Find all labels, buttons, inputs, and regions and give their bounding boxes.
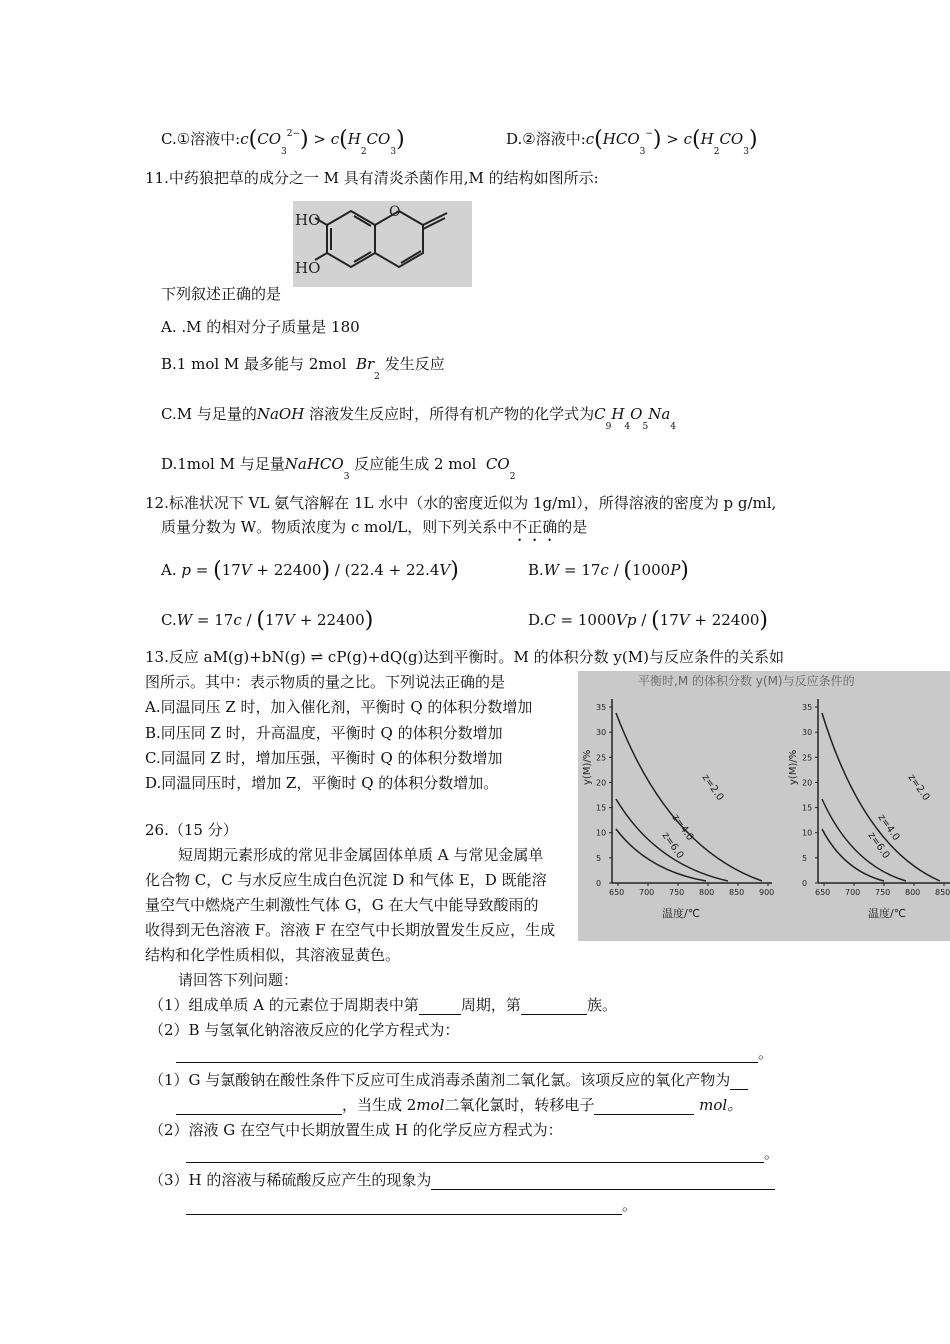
graph-x-tick-label: 800 bbox=[905, 888, 921, 897]
option-d-label: D.②溶液中: bbox=[506, 130, 586, 148]
q13-line2: 图所示。其中：表示物质的量之比。下列说法正确的是 bbox=[145, 673, 506, 691]
q13-line1: 13.反应 aM(g)+bN(g) ⇌ cP(g)+dQ(g)达到平衡时。M 的体积分数 y(M)与反应条件的关系如 bbox=[145, 648, 784, 666]
graph-y-tick-label: 10 bbox=[802, 828, 813, 838]
q26-sub3b-mol: mol bbox=[416, 1096, 445, 1114]
option-c: C.①溶液中$:c(CO_3^{2-}) > c(H_2CO_3)$ bbox=[161, 127, 405, 157]
q11-option-d: D.1mol M 与足量NaHCO$_3$ 反应能生成 2 mol $CO_2$ bbox=[161, 455, 516, 482]
q12-option-b: B.W = 17c / (1000P) bbox=[528, 558, 689, 583]
graph-x-tick-label: 900 bbox=[759, 888, 775, 897]
q26-sub3 bbox=[149, 1070, 748, 1090]
q13-option-b: B.同压同 Z 时，升高温度，平衡时 Q 的体积分数增加 bbox=[145, 724, 503, 742]
q11-b-post: 发生反应 bbox=[384, 355, 445, 373]
equilibrium-graph-image bbox=[578, 671, 950, 941]
q26-sub1 bbox=[149, 995, 617, 1015]
q26-sub5-period: 。 bbox=[622, 1196, 638, 1214]
q11-option-b: B.1 mol M 最多能与 2mol $Br_2$ 发生反应 bbox=[161, 355, 445, 382]
q26-sub3b-mid: ，当生成 2 bbox=[342, 1096, 417, 1114]
q12-b-label: B. bbox=[528, 561, 544, 579]
q26-sub3b-post: 二氧化氯时，转移电子 bbox=[444, 1096, 595, 1114]
q11-c-pre: C.M 与足量的 bbox=[161, 405, 257, 423]
graph-x-tick-label: 750 bbox=[875, 888, 891, 897]
graph-x-tick-label: 700 bbox=[845, 888, 861, 897]
graph-y-axis-label: y(M)/% bbox=[582, 749, 593, 785]
q12-d-label: D. bbox=[528, 611, 545, 629]
q26-para-2: 化合物 C，C 与水反应生成白色沉淀 D 和气体 E，D 既能溶 bbox=[145, 871, 547, 889]
graph-x-axis-label: 温度/℃ bbox=[662, 907, 701, 920]
q26-para-3: 量空气中燃烧产生刺激性气体 G，G 在大气中能导致酸雨的 bbox=[145, 896, 539, 914]
q26-sub4-answer bbox=[186, 1143, 779, 1163]
answer-blank-equation-2[interactable] bbox=[186, 1146, 764, 1163]
graph-svg bbox=[578, 671, 950, 941]
graph-x-tick-label: 650 bbox=[815, 888, 831, 897]
graph-y-tick-label: 5 bbox=[802, 853, 808, 863]
answer-blank-group[interactable] bbox=[521, 998, 587, 1015]
q11-stem: 11.中药狼把草的成分之一 M 具有清炎杀菌作用,M 的结构如图所示: bbox=[145, 169, 599, 187]
q11-d-mid: 反应能生成 2 mol bbox=[354, 455, 477, 473]
graph-curve-label: z=6.0 bbox=[659, 830, 686, 861]
q26-sub1-pre: （1）组成单质 A 的元素位于周期表中第 bbox=[149, 996, 419, 1014]
graph-x-tick-label: 850 bbox=[729, 888, 745, 897]
graph-y-tick-label: 30 bbox=[596, 728, 607, 738]
answer-blank-oxidation-product-start[interactable] bbox=[730, 1073, 748, 1090]
q26-sub4-period: 。 bbox=[764, 1144, 780, 1162]
q12-option-a: A. p = (17V + 22400) / (22.4 + 22.4V) bbox=[161, 558, 459, 583]
q11-prompt: 下列叙述正确的是 bbox=[161, 285, 282, 303]
q12-option-c: C.W = 17c / (17V + 22400) bbox=[161, 608, 374, 633]
graph-curve-label: z=4.0 bbox=[669, 812, 696, 843]
q11-option-c: C.M 与足量的NaOH 溶液发生反应时，所得有机产物的化学式为$C_9H_4O_5Na_4$ bbox=[161, 405, 676, 432]
graph-x-tick-label: 750 bbox=[669, 888, 685, 897]
graph-y-tick-label: 20 bbox=[802, 778, 813, 788]
struct-label-o: O bbox=[389, 204, 401, 220]
q26-sub1-post: 族。 bbox=[586, 996, 617, 1014]
q13-option-a: A.同温同压 Z 时，加入催化剂，平衡时 Q 的体积分数增加 bbox=[145, 698, 533, 716]
q12-a-label: A. bbox=[161, 561, 177, 579]
graph-y-tick-label: 25 bbox=[596, 753, 607, 763]
graph-y-tick-label: 0 bbox=[802, 879, 808, 888]
graph-y-tick-label: 35 bbox=[596, 703, 607, 712]
graph-x-tick-label: 650 bbox=[609, 888, 625, 897]
graph-y-axis-label: y(M)/% bbox=[788, 749, 799, 785]
graph-y-tick-label: 15 bbox=[596, 803, 607, 813]
graph-curve-label: z=6.0 bbox=[865, 830, 892, 861]
answer-blank-oxidation-product[interactable] bbox=[176, 1098, 342, 1115]
q11-b-pre: B.1 mol M 最多能与 2mol bbox=[161, 355, 347, 373]
q26-sub5-answer bbox=[186, 1195, 637, 1215]
graph-y-tick-label: 25 bbox=[802, 753, 813, 763]
graph-curve bbox=[616, 713, 762, 881]
q12-emphasis: 不正确 bbox=[512, 518, 558, 536]
q26-sub2: （2）B 与氢氧化钠溶液反应的化学方程式为： bbox=[149, 1021, 460, 1039]
graph-curve-label: z=2.0 bbox=[699, 772, 726, 803]
q13-option-c: C.同温同 Z 时，增加压强，平衡时 Q 的体积分数增加 bbox=[145, 749, 503, 767]
graph-x-tick-label: 800 bbox=[699, 888, 715, 897]
q12-option-d: D.C = 1000Vp / (17V + 22400) bbox=[528, 608, 769, 633]
q26-ask: 请回答下列问题： bbox=[178, 971, 299, 989]
graph-y-tick-label: 0 bbox=[596, 879, 602, 888]
option-c-label: C.①溶液中: bbox=[161, 130, 241, 148]
q11-d-pre: D.1mol M 与足量 bbox=[161, 455, 285, 473]
q13-option-d: D.同温同压时，增加 Z，平衡时 Q 的体积分数增加。 bbox=[145, 774, 499, 792]
q12-line1: 12.标准状况下 VL 氨气溶解在 1L 水中（水的密度近似为 1g/ml），所得溶液的密度为 p g/ml, bbox=[145, 494, 777, 512]
graph-x-axis-label: 温度/℃ bbox=[868, 907, 907, 920]
q12-line2-post: 的是 bbox=[557, 518, 588, 536]
q26-sub5-text: （3）H 的溶液与稀硫酸反应产生的现象为 bbox=[149, 1171, 432, 1189]
q12-line2 bbox=[161, 517, 587, 545]
q26-sub1-mid: 周期，第 bbox=[460, 996, 521, 1014]
q26-para-5: 结构和化学性质相似，其溶液显黄色。 bbox=[145, 946, 401, 964]
q11-c-mid: 溶液发生反应时，所得有机产物的化学式为 bbox=[309, 405, 595, 423]
graph-y-tick-label: 20 bbox=[596, 778, 607, 788]
struct-label-ho-top: HO bbox=[295, 211, 321, 229]
q26-para-1: 短周期元素形成的常见非金属固体单质 A 与常见金属单 bbox=[178, 846, 544, 864]
q26-para-4: 收得到无色溶液 F。溶液 F 在空气中长期放置发生反应，生成 bbox=[145, 921, 556, 939]
answer-blank-electrons[interactable] bbox=[594, 1098, 694, 1115]
q26-sub5 bbox=[149, 1170, 775, 1190]
graph-top-fragment: 平衡时,M 的体积分数 y(M)与反应条件的 bbox=[638, 674, 855, 688]
q26-sub3-text: （1）G 与氯酸钠在酸性条件下反应可生成消毒杀菌剂二氧化氯。该项反应的氧化产物为 bbox=[149, 1071, 731, 1089]
q26-sub4: （2）溶液 G 在空气中长期放置生成 H 的化学反应方程式为： bbox=[149, 1121, 563, 1139]
answer-blank-equation-1[interactable] bbox=[176, 1046, 758, 1063]
q12-c-label: C. bbox=[161, 611, 177, 629]
q12-line2-pre: 质量分数为 W。物质浓度为 c mol/L，则下列关系中 bbox=[161, 518, 513, 536]
graph-x-tick-label: 850 bbox=[935, 888, 950, 897]
struct-label-ho-bottom: HO bbox=[295, 259, 321, 277]
graph-y-tick-label: 10 bbox=[596, 828, 607, 838]
q26-sub2-period: 。 bbox=[758, 1044, 774, 1062]
coumarin-structure-icon bbox=[293, 201, 472, 287]
graph-y-tick-label: 35 bbox=[802, 703, 813, 712]
graph-y-tick-label: 15 bbox=[802, 803, 813, 813]
graph-y-tick-label: 5 bbox=[596, 853, 602, 863]
q26-header: 26.（15 分） bbox=[145, 821, 238, 839]
q11-option-a: A. .M 的相对分子质量是 180 bbox=[161, 318, 360, 336]
graph-y-tick-label: 30 bbox=[802, 728, 813, 738]
graph-curve-label: z=2.0 bbox=[905, 772, 932, 803]
graph-curve-label: z=4.0 bbox=[875, 812, 902, 843]
molecule-structure-image bbox=[293, 201, 472, 287]
option-d: D.②溶液中$:c(HCO_3^-) > c(H_2CO_3)$ bbox=[506, 127, 758, 157]
q26-sub2-answer bbox=[176, 1043, 773, 1063]
answer-blank-period[interactable] bbox=[419, 998, 461, 1015]
q26-sub3b-end: mol。 bbox=[699, 1096, 743, 1114]
answer-blank-phenomenon-2[interactable] bbox=[186, 1198, 622, 1215]
graph-x-tick-label: 700 bbox=[639, 888, 655, 897]
q26-sub3b bbox=[176, 1095, 742, 1115]
answer-blank-phenomenon[interactable] bbox=[431, 1173, 775, 1190]
